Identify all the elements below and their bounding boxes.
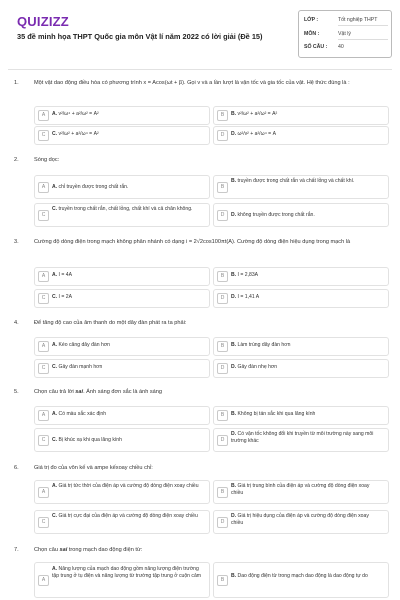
option-letter-box: C bbox=[38, 210, 49, 221]
option-b[interactable] bbox=[213, 106, 389, 125]
question-text-part: . Ánh sáng đơn sắc là ánh sáng bbox=[83, 389, 163, 395]
question-text: Cường độ dòng điện trong mạch không phân nhánh có dạng i = 2√2cos100πt(A). Cường độ dòng điện hiệu dụng trong mạch là bbox=[34, 239, 351, 245]
option-a[interactable] bbox=[34, 106, 210, 125]
emphasis-word: sai bbox=[59, 547, 68, 553]
option-label: B. bbox=[231, 411, 237, 417]
option-letter-box: D bbox=[217, 363, 228, 374]
option-letter-box: C bbox=[38, 435, 49, 446]
header-divider bbox=[8, 69, 392, 70]
option-text: v²/ω² + a²/ω² = A² bbox=[237, 111, 278, 117]
option-letter-box: C bbox=[38, 130, 49, 141]
option-letter-box: D bbox=[217, 435, 228, 446]
option-text: Gảy đàn nhẹ hơn bbox=[237, 364, 278, 370]
question-number: 6. bbox=[14, 465, 19, 471]
option-text: ω²/v² + a²/ω⁴ = A bbox=[237, 131, 276, 137]
option-b[interactable] bbox=[213, 175, 389, 199]
option-label: B. bbox=[231, 272, 237, 278]
question-number: 2. bbox=[14, 157, 19, 163]
option-text: Năng lượng của mạch dao động gồm năng lượng điện trường tập trung ở tụ điện và năng lượng từ trường tập trung ở cuộn cảm bbox=[52, 566, 202, 579]
meta-count-label: SỐ CÂU : bbox=[304, 44, 328, 50]
option-label: B. bbox=[231, 178, 237, 184]
option-b[interactable] bbox=[213, 267, 389, 286]
option-text: v²/ω² + a²/ω⁴ = A² bbox=[58, 131, 99, 137]
option-letter-box: A bbox=[38, 182, 49, 193]
question-text: Để tăng độ cao của âm thanh do một dây đàn phát ra ta phải: bbox=[34, 320, 187, 326]
option-a[interactable] bbox=[34, 175, 210, 199]
option-text: I = 2,83A bbox=[237, 272, 259, 278]
option-d[interactable] bbox=[213, 359, 389, 378]
option-letter-box: B bbox=[217, 182, 228, 193]
option-text: Kéo căng dây đàn hơn bbox=[58, 342, 111, 348]
question-number: 4. bbox=[14, 320, 19, 326]
option-text: I = 2A bbox=[58, 294, 72, 300]
option-a[interactable] bbox=[34, 337, 210, 356]
option-text: Gảy đàn mạnh hơn bbox=[58, 364, 103, 370]
meta-class-label: LỚP : bbox=[304, 17, 319, 23]
question-number: 5. bbox=[14, 389, 19, 395]
option-letter-box: A bbox=[38, 575, 49, 586]
option-letter-box: A bbox=[38, 410, 49, 421]
option-text: Không bị tán sắc khi qua lăng kính bbox=[237, 411, 316, 417]
meta-class-row bbox=[304, 17, 390, 29]
option-letter-box: B bbox=[217, 575, 228, 586]
option-text: truyền được trong chất rắn và chất lỏng và chất khí. bbox=[237, 178, 355, 184]
option-b[interactable] bbox=[213, 480, 389, 504]
option-letter-box: A bbox=[38, 271, 49, 282]
meta-info-box bbox=[298, 10, 392, 58]
option-label: A. bbox=[52, 411, 58, 417]
question-number: 1. bbox=[14, 80, 19, 86]
option-label: B. bbox=[231, 573, 237, 579]
option-d[interactable] bbox=[213, 289, 389, 308]
option-label: D. bbox=[231, 513, 237, 519]
option-letter-box: B bbox=[217, 487, 228, 498]
option-letter-box: C bbox=[38, 517, 49, 528]
question-number: 3. bbox=[14, 239, 19, 245]
option-d[interactable] bbox=[213, 126, 389, 145]
option-label: A. bbox=[52, 272, 58, 278]
option-label: A. bbox=[52, 342, 58, 348]
option-label: C. bbox=[52, 206, 58, 212]
option-label: C. bbox=[52, 294, 58, 300]
meta-divider bbox=[338, 25, 388, 26]
option-label: D. bbox=[231, 294, 237, 300]
option-letter-box: B bbox=[217, 341, 228, 352]
option-a[interactable] bbox=[34, 562, 210, 598]
option-a[interactable] bbox=[34, 267, 210, 286]
emphasis-word: sai bbox=[75, 389, 84, 395]
option-label: D. bbox=[231, 431, 237, 437]
option-c[interactable] bbox=[34, 359, 210, 378]
option-label: B. bbox=[231, 342, 237, 348]
option-text: I = 1,41 A bbox=[237, 294, 260, 300]
option-label: A. bbox=[52, 184, 58, 190]
option-label: D. bbox=[231, 364, 237, 370]
question-text-part: Chọn câu bbox=[34, 547, 60, 553]
option-text: Giá trị cực đại của điện áp và cường độ dòng điện xoay chiều bbox=[58, 513, 198, 519]
option-label: A. bbox=[52, 483, 58, 489]
question-text bbox=[34, 547, 378, 554]
option-d[interactable] bbox=[213, 428, 389, 452]
option-text: I = 4A bbox=[58, 272, 72, 278]
option-c[interactable] bbox=[34, 289, 210, 308]
meta-count-row bbox=[304, 44, 390, 56]
option-letter-box: D bbox=[217, 210, 228, 221]
option-c[interactable] bbox=[34, 203, 210, 227]
option-text: Bị khúc xạ khi qua lăng kính bbox=[58, 437, 122, 443]
option-text: Làm trùng dây đàn hơn bbox=[237, 342, 291, 348]
option-letter-box: C bbox=[38, 293, 49, 304]
option-text: Giá trị trung bình của điện áp và cường độ dòng điện xoay chiều bbox=[231, 483, 370, 496]
option-label: A. bbox=[52, 566, 58, 572]
option-letter-box: D bbox=[217, 130, 228, 141]
option-a[interactable] bbox=[34, 480, 210, 504]
option-c[interactable] bbox=[34, 428, 210, 452]
option-letter-box: A bbox=[38, 487, 49, 498]
option-text: Có vận tốc không đổi khi truyền từ môi trường này sang môi trường khác bbox=[231, 431, 374, 444]
quizizz-logo: QUIZIZZ bbox=[17, 14, 69, 29]
option-label: C. bbox=[52, 131, 58, 137]
option-label: C. bbox=[52, 513, 58, 519]
meta-subject-value: Vật lý bbox=[338, 31, 351, 37]
option-text: Giá trị hiệu dụng của điện áp và cường độ dòng điện xoay chiều bbox=[231, 513, 369, 526]
option-text: Dao động điện từ trong mạch dao động là dao động tự do bbox=[237, 573, 368, 579]
option-letter-box: B bbox=[217, 110, 228, 121]
option-text: Giá trị tức thời của điện áp và cường độ dòng điện xoay chiều bbox=[58, 483, 199, 489]
option-letter-box: B bbox=[217, 410, 228, 421]
meta-class-value: Tốt nghiệp THPT bbox=[338, 17, 378, 23]
option-label: D. bbox=[231, 131, 237, 137]
question-text: Sóng dọc: bbox=[34, 157, 60, 163]
option-letter-box: A bbox=[38, 110, 49, 121]
option-d[interactable] bbox=[213, 203, 389, 227]
option-label: C. bbox=[52, 437, 58, 443]
option-label: A. bbox=[52, 111, 58, 117]
option-c[interactable] bbox=[34, 510, 210, 534]
option-c[interactable] bbox=[34, 126, 210, 145]
question-text-part: Chọn câu trả lời bbox=[34, 389, 76, 395]
option-label: B. bbox=[231, 483, 237, 489]
option-text: v²/ω⁴ + a²/ω² = A² bbox=[58, 111, 99, 117]
option-text: Có màu sắc xác định bbox=[58, 411, 107, 417]
question-number: 7. bbox=[14, 547, 19, 553]
meta-count-value: 40 bbox=[338, 44, 344, 50]
question-text bbox=[34, 389, 378, 396]
question-text: Giá trị đo của vôn kế và ampe kếxoay chiều chỉ: bbox=[34, 465, 153, 471]
option-text: không truyền được trong chất rắn. bbox=[237, 212, 315, 218]
option-b[interactable] bbox=[213, 337, 389, 356]
option-a[interactable] bbox=[34, 406, 210, 425]
option-letter-box: C bbox=[38, 363, 49, 374]
option-letter-box: B bbox=[217, 271, 228, 282]
option-letter-box: A bbox=[38, 341, 49, 352]
meta-subject-row bbox=[304, 31, 390, 43]
option-b[interactable] bbox=[213, 406, 389, 425]
document-title: 35 đề minh họa THPT Quốc gia môn Vật lí năm 2022 có lời giải (Đề 15) bbox=[17, 32, 263, 41]
meta-subject-label: MÔN : bbox=[304, 31, 320, 37]
option-text: truyền trong chất rắn, chất lỏng, chất khí và cả chân không. bbox=[58, 206, 193, 212]
option-label: D. bbox=[231, 212, 237, 218]
option-label: C. bbox=[52, 364, 58, 370]
page-header bbox=[0, 0, 400, 62]
option-letter-box: D bbox=[217, 517, 228, 528]
option-d[interactable] bbox=[213, 510, 389, 534]
option-label: B. bbox=[231, 111, 237, 117]
option-text: chỉ truyền được trong chất rắn. bbox=[58, 184, 129, 190]
option-b[interactable] bbox=[213, 562, 389, 598]
meta-divider bbox=[338, 39, 388, 40]
option-letter-box: D bbox=[217, 293, 228, 304]
question-text: Một vật dao động điều hòa có phương trình x = Acos(ωt + β). Gọi v và a lần lượt là vận tốc và gia tốc của vật. Hệ thức đúng là : bbox=[34, 80, 350, 86]
question-text-part: trong mạch dao động điện từ: bbox=[67, 547, 143, 553]
